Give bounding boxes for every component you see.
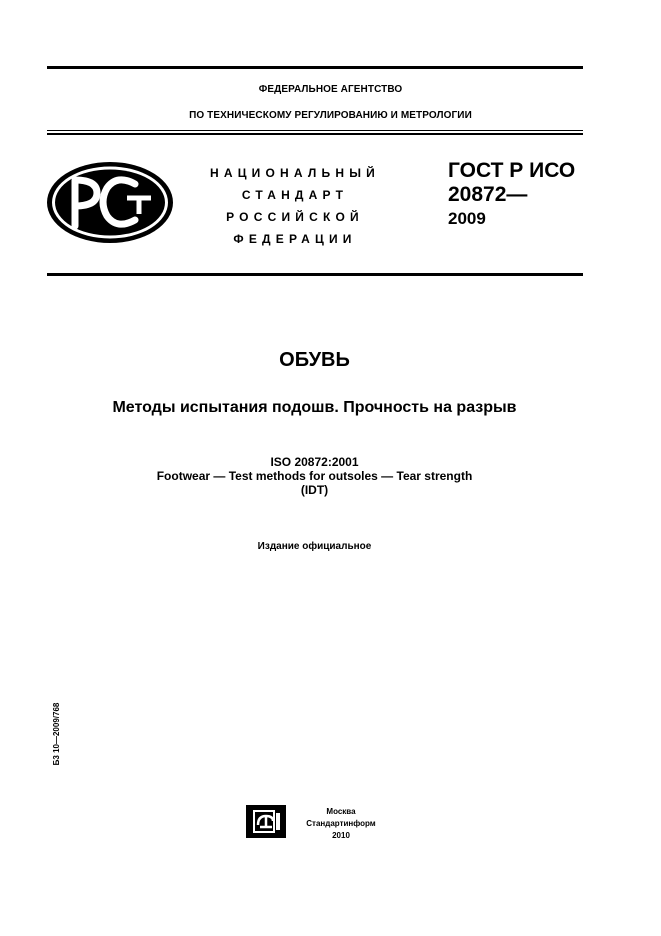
publisher-name: Стандартинформ <box>306 819 376 828</box>
document-subtitle: Методы испытания подошв. Прочность на разрыв <box>112 399 517 416</box>
standartinform-logo-icon <box>246 805 286 838</box>
publisher-year: 2010 <box>332 831 350 840</box>
standard-type-line: ФЕДЕРАЦИИ <box>233 232 357 246</box>
iso-equivalence: (IDT) <box>300 483 329 497</box>
side-code: Б3 10—2009/768 <box>52 702 61 766</box>
standard-type <box>205 166 385 254</box>
iso-english-title: Footwear — Test methods for outsoles — Tear strength <box>156 469 473 483</box>
standard-type-line: СТАНДАРТ <box>241 188 349 202</box>
standard-designation-line-2: 20872— <box>448 183 528 206</box>
iso-code: ISO 20872:2001 <box>270 455 359 469</box>
edition-label: Издание официальное <box>257 541 372 552</box>
header-rule-thick <box>47 133 583 135</box>
agency-line-1: ФЕДЕРАЛЬНОЕ АГЕНТСТВО <box>258 84 403 95</box>
header-rule-thin <box>47 130 583 131</box>
block-rule-thick <box>47 273 583 276</box>
document-title: ОБУВЬ <box>279 349 350 371</box>
agency-line-2: ПО ТЕХНИЧЕСКОМУ РЕГУЛИРОВАНИЮ И МЕТРОЛОГИИ <box>189 110 472 121</box>
standard-designation-line-1: ГОСТ Р ИСО <box>448 159 576 182</box>
standard-type-line: РОССИЙСКОЙ <box>226 210 364 224</box>
publisher-city: Москва <box>326 807 356 816</box>
rst-certification-mark-icon <box>45 160 175 245</box>
top-rule-thick <box>47 66 583 69</box>
publisher-block <box>296 806 386 841</box>
standard-designation-year: 2009 <box>448 209 486 228</box>
standard-type-line: НАЦИОНАЛЬНЫЙ <box>209 166 381 180</box>
